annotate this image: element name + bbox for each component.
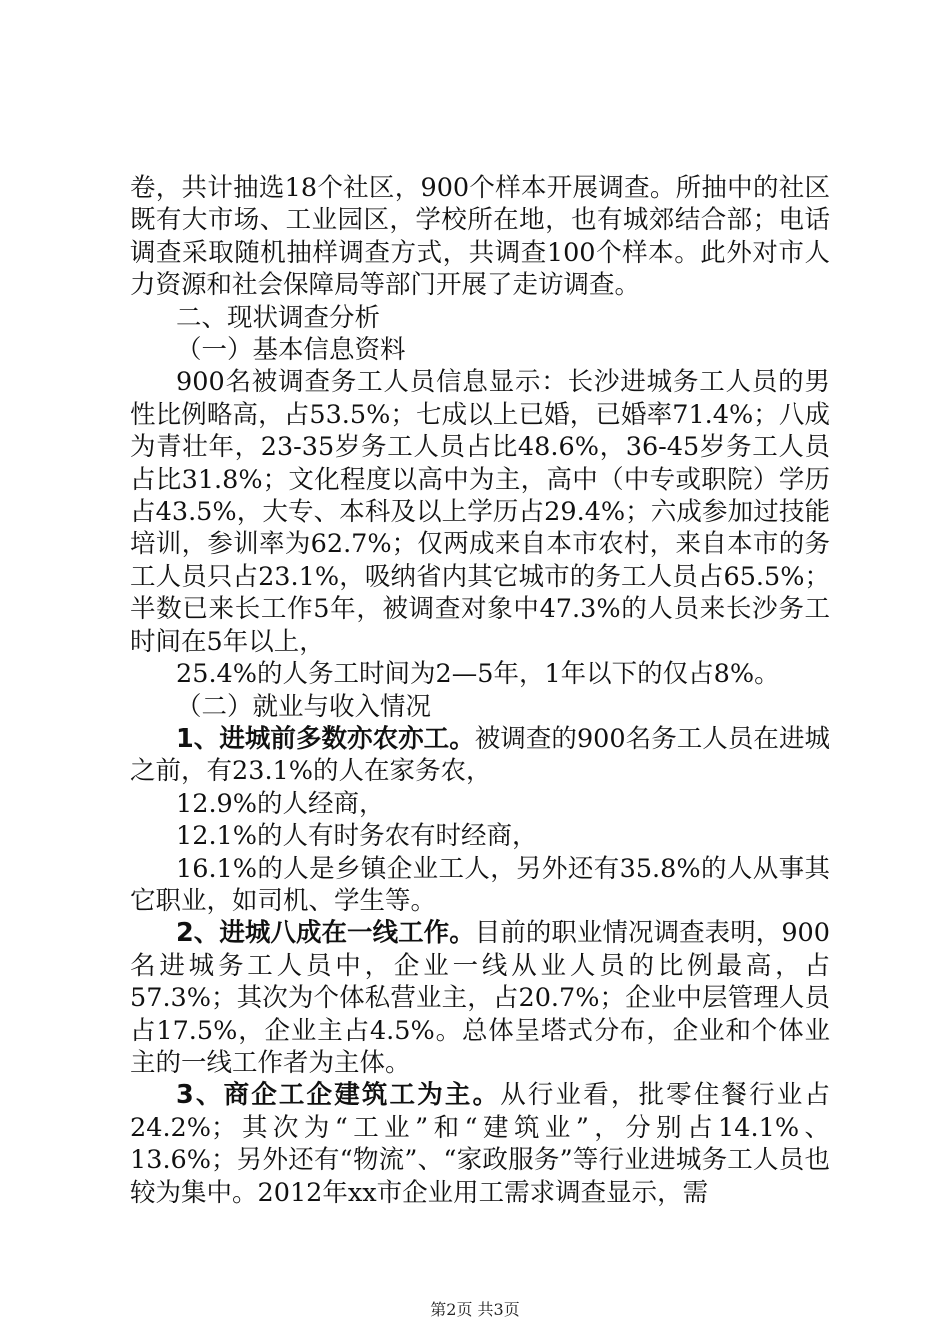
paragraph-pre-city xyxy=(130,723,830,788)
paragraph-occupation xyxy=(130,917,830,1079)
paragraph-lead: 2、进城八成在一线工作。 xyxy=(176,918,475,949)
paragraph-text: 目前的职业情况调查表明，900名进城务工人员中，企业一线从业人员的比例最高，占57.3%；其次为个体私营业主，占20.7%；企业中层管理人员占17.5%，企业主占4.5%。总体呈塔式分布，企业和个体业主的一线工作者为主体。 xyxy=(130,918,830,1078)
section-heading: 二、现状调查分析 xyxy=(176,302,381,333)
paragraph-survey-method: 卷，共计抽选18个社区，900个样本开展调查。所抽中的社区既有大市场、工业园区，学校所在地，也有城郊结合部；电话调查采取随机抽样调查方式，共调查100个样本。此外对市人力资源和社会保障局等部门开展了走访调查。 xyxy=(130,173,830,301)
paragraph-township: 16.1%的人是乡镇企业工人，另外还有35.8%的人从事其它职业，如司机、学生等。 xyxy=(130,853,830,916)
subsection-heading: （一）基本信息资料 xyxy=(176,335,406,366)
paragraph-business: 12.9%的人经商， xyxy=(176,788,385,819)
paragraph-industry xyxy=(130,1079,830,1209)
page-footer: 第2页 共3页 xyxy=(430,1300,520,1319)
paragraph-mixed: 12.1%的人有时务农有时经商， xyxy=(176,821,538,852)
paragraph-basic-info: 900名被调查务工人员信息显示：长沙进城务工人员的男性比例略高，占53.5%；七成以上已婚，已婚率71.4%；八成为青壮年，23-35岁务工人员占比48.6%，36-45岁务工人员占比31.8%；文化程度以高中为主，高中（中专或职院）学历占43.5%，大专、本科及以上学历占29.4%；六成参加过技能培训，参训率为62.7%；仅两成来自本市农村，来自本市的务工人员只占23.1%，吸纳省内其它城市的务工人员占65.5%；半数已来长工作5年，被调查对象中47.3%的人员来长沙务工时间在5年以上， xyxy=(130,367,830,657)
paragraph-lead: 3、商企工企建筑工为主。 xyxy=(176,1080,501,1111)
paragraph-text: 从行业看，批零住餐行业占24.2%；其次为“工业”和“建筑业”，分别占14.1%、13.6%；另外还有“物流”、“家政服务”等行业进城务工人员也较为集中。2012年xx市企业用工需求调查显示，需 xyxy=(130,1080,830,1208)
subsection-heading: （二）就业与收入情况 xyxy=(176,691,432,722)
paragraph-work-duration: 25.4%的人务工时间为2—5年，1年以下的仅占8%。 xyxy=(176,659,780,690)
paragraph-text: 被调查的900名务工人员在进城之前，有23.1%的人在家务农， xyxy=(130,723,830,787)
document-body xyxy=(130,172,830,1209)
paragraph-lead: 1、进城前多数亦农亦工。 xyxy=(176,723,475,754)
